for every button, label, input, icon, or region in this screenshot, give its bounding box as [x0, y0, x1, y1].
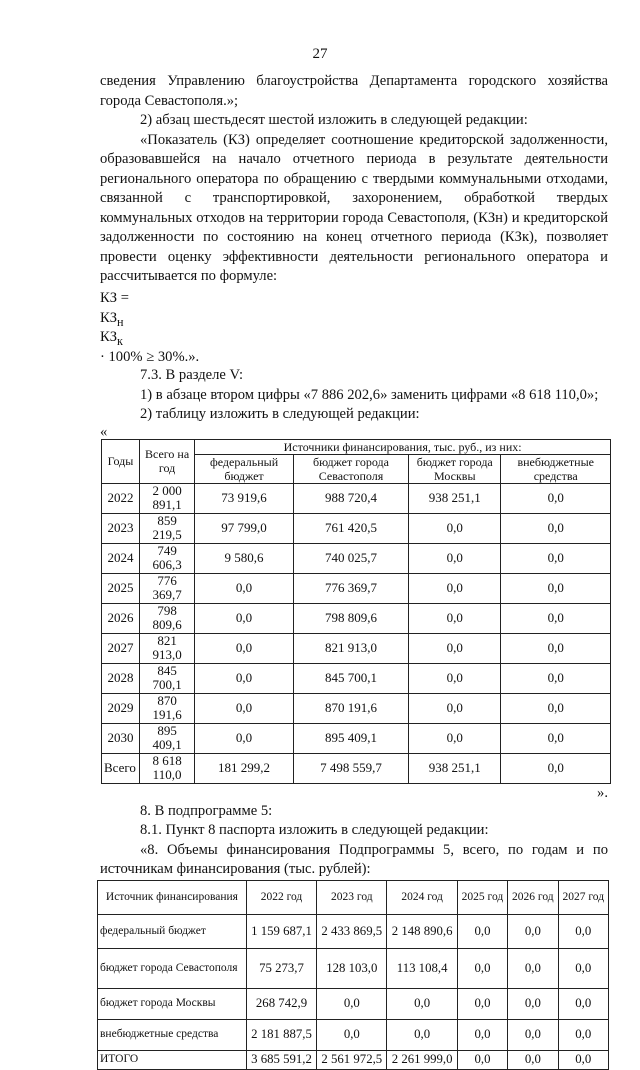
- table-cell: 0,0: [409, 603, 501, 633]
- formula: [100, 286, 608, 310]
- table-cell: 895 409,1: [139, 723, 194, 753]
- paragraph: 2) абзац шестьдесят шестой изложить в следующей редакции:: [140, 112, 528, 128]
- table-cell: Всего: [102, 753, 140, 783]
- table-row: [102, 663, 611, 693]
- table-cell: 0,0: [558, 988, 608, 1019]
- row-label: внебюджетные средства: [98, 1019, 247, 1050]
- header-year: 2027 год: [558, 880, 608, 914]
- table-cell: 0,0: [508, 1019, 558, 1050]
- table-cell: 0,0: [457, 914, 507, 948]
- table-cell: 181 299,2: [195, 753, 294, 783]
- table-cell: 0,0: [508, 948, 558, 988]
- formula-numerator: $КЗ_н$: [100, 309, 124, 329]
- table-cell: 845 700,1: [293, 663, 408, 693]
- table-cell: 2023: [102, 513, 140, 543]
- row-label: бюджет города Москвы: [98, 988, 247, 1019]
- table-cell: 0,0: [508, 988, 558, 1019]
- table-cell: 113 108,4: [387, 948, 457, 988]
- table-cell: 2025: [102, 573, 140, 603]
- table-cell: 0,0: [409, 573, 501, 603]
- table-cell: 845 700,1: [139, 663, 194, 693]
- table-cell: 0,0: [409, 633, 501, 663]
- table-cell: 73 919,6: [195, 483, 294, 513]
- table-cell: 749 606,3: [139, 543, 194, 573]
- table-cell: 870 191,6: [293, 693, 408, 723]
- table-cell: 0,0: [558, 948, 608, 988]
- header-federal: федеральный бюджет: [195, 454, 294, 483]
- table-cell: 0,0: [501, 633, 611, 663]
- paragraph: 7.3. В разделе V:: [140, 367, 244, 384]
- paragraph: «8. Объемы финансирования Подпрограммы 5, всего, по годам и по источникам финансирования (тыс. рублей):: [100, 841, 608, 878]
- table-cell: 988 720,4: [293, 483, 408, 513]
- table-cell: 2 181 887,5: [246, 1019, 316, 1050]
- table-cell: 2 561 972,5: [317, 1050, 387, 1069]
- table-cell: 0,0: [409, 693, 501, 723]
- table-cell: 1 159 687,1: [246, 914, 316, 948]
- quote-close: ».: [597, 784, 608, 801]
- table-cell: 0,0: [457, 988, 507, 1019]
- table-cell: 2 000 891,1: [139, 483, 194, 513]
- table-row: [102, 543, 611, 573]
- table-cell: 0,0: [508, 1050, 558, 1069]
- table-cell: 0,0: [195, 663, 294, 693]
- table-cell: 2030: [102, 723, 140, 753]
- table-cell: 0,0: [558, 914, 608, 948]
- table-cell: 2028: [102, 663, 140, 693]
- table-row: [98, 948, 609, 988]
- table-cell: 75 273,7: [246, 948, 316, 988]
- table-row: [102, 483, 611, 513]
- table-cell: 7 498 559,7: [293, 753, 408, 783]
- table-cell: 0,0: [195, 633, 294, 663]
- table-row: [98, 988, 609, 1019]
- table-cell: 0,0: [409, 663, 501, 693]
- table-cell: 0,0: [508, 914, 558, 948]
- table-row: [102, 693, 611, 723]
- paragraph: 2) таблицу изложить в следующей редакции:: [140, 406, 420, 423]
- formula-denominator: $КЗ_к$: [100, 329, 123, 349]
- table-cell: 128 103,0: [317, 948, 387, 988]
- table-cell: 0,0: [501, 753, 611, 783]
- table-row: [102, 603, 611, 633]
- paragraph: 1) в абзаце втором цифры «7 886 202,6» заменить цифрами «8 618 110,0»;: [140, 386, 599, 403]
- table-cell: 268 742,9: [246, 988, 316, 1019]
- header-year: 2025 год: [457, 880, 507, 914]
- table-cell: 0,0: [501, 693, 611, 723]
- header-sevastopol: бюджет города Севастополя: [293, 454, 408, 483]
- header-offbudget: внебюджетные средства: [501, 454, 611, 483]
- table-cell: 2 433 869,5: [317, 914, 387, 948]
- table-cell: 2024: [102, 543, 140, 573]
- table-row: [102, 723, 611, 753]
- header-year: 2026 год: [508, 880, 558, 914]
- table-cell: 798 809,6: [293, 603, 408, 633]
- table-cell: 895 409,1: [293, 723, 408, 753]
- table-cell: 740 025,7: [293, 543, 408, 573]
- table-cell: 8 618 110,0: [139, 753, 194, 783]
- table-cell: 0,0: [195, 723, 294, 753]
- formula-rhs: · 100% ≥ 30%.».: [100, 349, 200, 366]
- table-cell: 2026: [102, 603, 140, 633]
- table-cell: 761 420,5: [293, 513, 408, 543]
- paragraph: сведения Управлению благоустройства Департамента городского хозяйства города Севастополя.»;: [100, 73, 608, 109]
- header-year: 2024 год: [387, 880, 457, 914]
- header-year: 2022 год: [246, 880, 316, 914]
- header-years: Годы: [102, 439, 140, 483]
- table-cell: 0,0: [317, 988, 387, 1019]
- table-cell: 2022: [102, 483, 140, 513]
- table-cell: 859 219,5: [139, 513, 194, 543]
- table-cell: 0,0: [501, 483, 611, 513]
- row-label: ИТОГО: [98, 1050, 247, 1069]
- table-cell: 0,0: [409, 513, 501, 543]
- header-total: Всего на год: [139, 439, 194, 483]
- row-label: бюджет города Севастополя: [98, 948, 247, 988]
- table-cell: 0,0: [501, 663, 611, 693]
- table-cell: 798 809,6: [139, 603, 194, 633]
- table-cell: 938 251,1: [409, 753, 501, 783]
- table-cell: 9 580,6: [195, 543, 294, 573]
- table-cell: 776 369,7: [139, 573, 194, 603]
- table-cell: 2027: [102, 633, 140, 663]
- table-cell: 0,0: [501, 603, 611, 633]
- table-cell: 0,0: [501, 573, 611, 603]
- table-cell: 0,0: [457, 948, 507, 988]
- table-cell: 3 685 591,2: [246, 1050, 316, 1069]
- table-cell: 0,0: [501, 513, 611, 543]
- paragraph: «Показатель (КЗ) определяет соотношение кредиторской задолженности, образовавшейся на начало отчетного периода в результате деятельности регионального оператора по обращению с твердыми коммунальными отходами, связанной с транспортировкой, захоронением, обработкой твердых коммунальных отходов на территории города Севастополя, (КЗн) и кредиторской задолженности по состоянию на конец отчетного периода (КЗк), позволяет провести оценку эффективности деятельности регионального оператора и рассчитывается по формуле:: [100, 131, 608, 284]
- table-row: [98, 1019, 609, 1050]
- header-year: 2023 год: [317, 880, 387, 914]
- subprogram-financing-table: [97, 880, 609, 1070]
- table-cell: 0,0: [387, 988, 457, 1019]
- table-cell: 821 913,0: [139, 633, 194, 663]
- table-cell: 0,0: [501, 543, 611, 573]
- table-cell: 0,0: [558, 1050, 608, 1069]
- table-cell: 0,0: [409, 723, 501, 753]
- row-label: федеральный бюджет: [98, 914, 247, 948]
- document-body: [100, 72, 608, 1070]
- table-cell: 870 191,6: [139, 693, 194, 723]
- table-cell: 97 799,0: [195, 513, 294, 543]
- table-cell: 0,0: [457, 1050, 507, 1069]
- table-cell: 0,0: [195, 603, 294, 633]
- header-moscow: бюджет города Москвы: [409, 454, 501, 483]
- paragraph: 8. В подпрограмме 5:: [140, 802, 273, 819]
- table-cell: 0,0: [195, 573, 294, 603]
- table-cell: 0,0: [195, 693, 294, 723]
- table-cell: 0,0: [317, 1019, 387, 1050]
- financing-table: [101, 439, 611, 784]
- header-sources: Источники финансирования, тыс. руб., из них:: [195, 439, 611, 454]
- table-cell: 2 261 999,0: [387, 1050, 457, 1069]
- table-cell: 2029: [102, 693, 140, 723]
- table-row: [102, 573, 611, 603]
- quote-open: «: [100, 423, 108, 440]
- formula-lhs: КЗ =: [100, 289, 129, 306]
- header-source: Источник финансирования: [98, 880, 247, 914]
- page-number: 27: [312, 46, 328, 62]
- table-row: [102, 633, 611, 663]
- table-cell: 2 148 890,6: [387, 914, 457, 948]
- table-cell: 938 251,1: [409, 483, 501, 513]
- table-cell: 776 369,7: [293, 573, 408, 603]
- table-cell: 0,0: [409, 543, 501, 573]
- table-cell: 0,0: [387, 1019, 457, 1050]
- table-cell: 0,0: [558, 1019, 608, 1050]
- table-row: [98, 914, 609, 948]
- table-row: [102, 513, 611, 543]
- table-cell: 0,0: [457, 1019, 507, 1050]
- table-cell: 0,0: [501, 723, 611, 753]
- table-row: [102, 753, 611, 783]
- paragraph: 8.1. Пункт 8 паспорта изложить в следующей редакции:: [140, 822, 489, 839]
- table-cell: 821 913,0: [293, 633, 408, 663]
- table-row: [98, 1050, 609, 1069]
